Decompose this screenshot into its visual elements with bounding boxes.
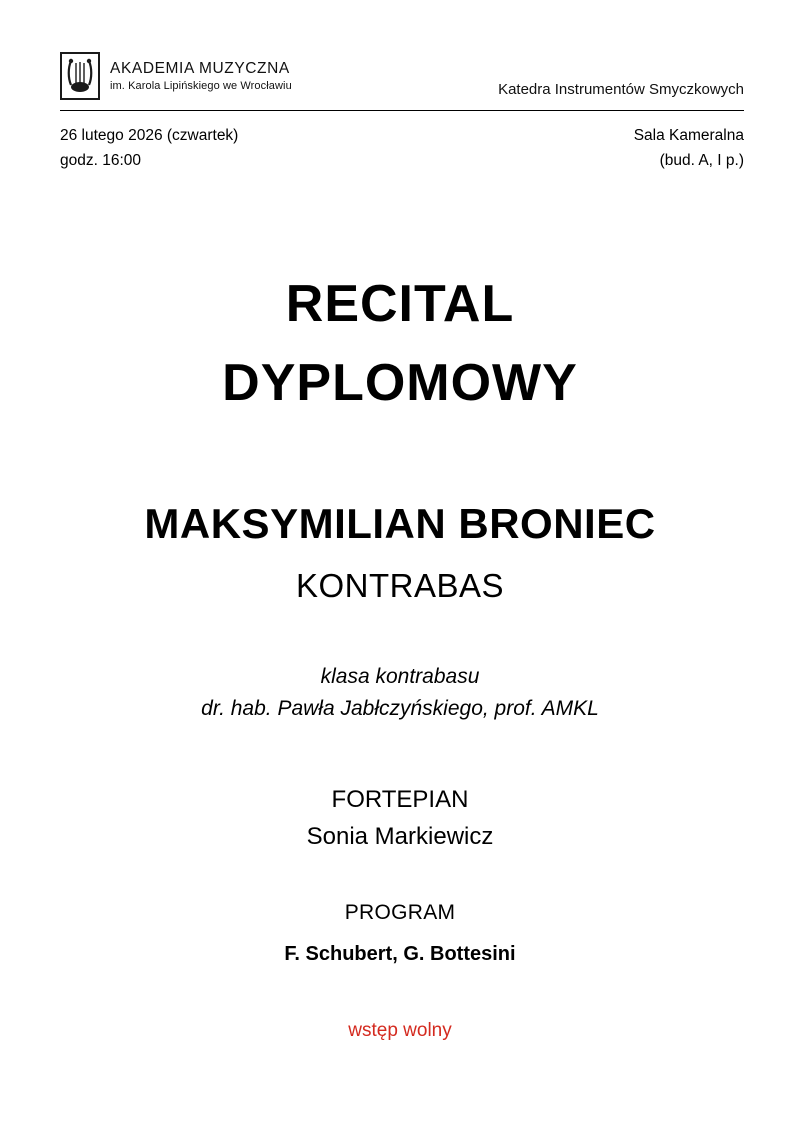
free-entry-note: wstęp wolny xyxy=(348,1020,452,1042)
event-venue xyxy=(634,123,744,173)
piano-label: FORTEPIAN xyxy=(331,786,469,814)
performer-instrument: KONTRABAS xyxy=(295,566,505,604)
program-label: PROGRAM xyxy=(344,901,456,925)
teacher-class-block xyxy=(0,661,800,724)
academy-name: AKADEMIA MUZYCZNA xyxy=(110,59,290,77)
page-title-line-1: RECITAL xyxy=(285,275,515,334)
class-line-1: klasa kontrabasu xyxy=(320,665,480,689)
academy-text-block xyxy=(110,60,292,92)
event-info-row xyxy=(0,111,800,173)
lyre-logo-icon xyxy=(60,52,100,100)
page-title-line-2: DYPLOMOWY xyxy=(222,354,578,413)
performer-name: MAKSYMILIAN BRONIEC xyxy=(144,500,656,548)
venue-detail: (bud. A, I p.) xyxy=(659,152,744,170)
class-line-2: dr. hab. Pawła Jabłczyńskiego, prof. AMKL xyxy=(201,696,599,720)
academy-brand xyxy=(60,52,292,100)
venue-name: Sala Kameralna xyxy=(633,127,744,144)
department-name: Katedra Instrumentów Smyczkowych xyxy=(498,81,744,98)
event-time: godz. 16:00 xyxy=(60,152,142,170)
academy-subtitle: im. Karola Lipińskiego we Wrocławiu xyxy=(110,79,292,92)
event-datetime xyxy=(60,123,238,173)
program-composers: F. Schubert, G. Bottesini xyxy=(284,943,516,966)
event-date: 26 lutego 2026 (czwartek) xyxy=(60,127,239,144)
poster-content xyxy=(0,265,800,1042)
accompanist-block xyxy=(0,784,800,853)
pianist-name: Sonia Markiewicz xyxy=(306,822,494,850)
poster-header xyxy=(0,0,800,100)
